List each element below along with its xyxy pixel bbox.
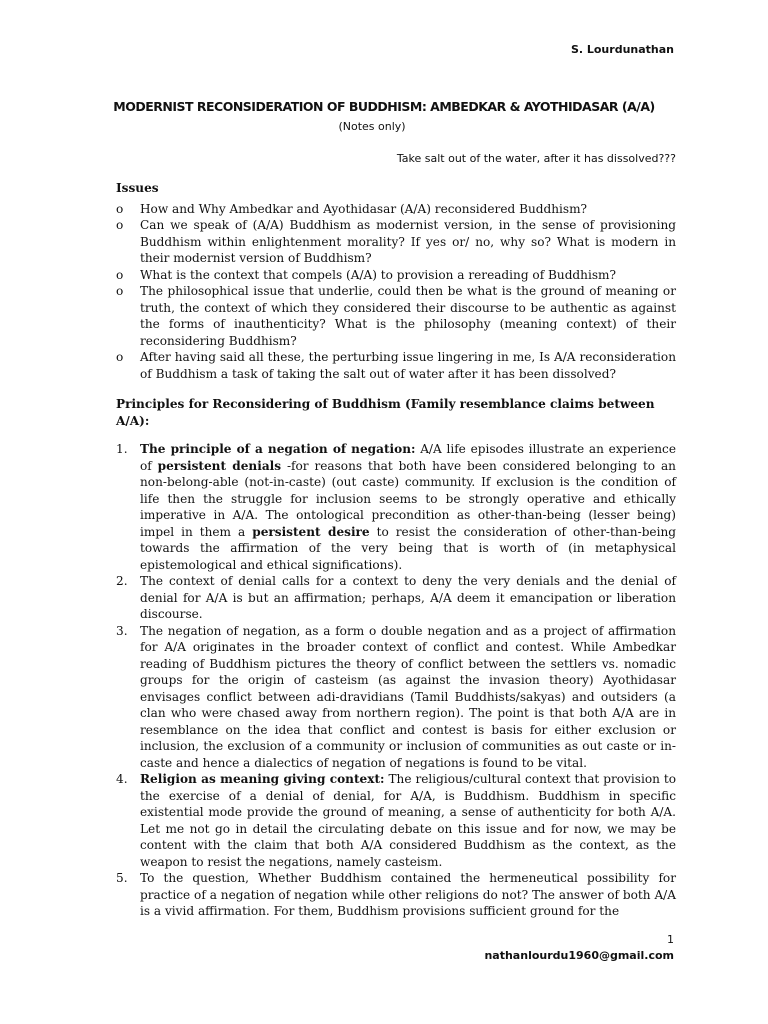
epigraph: Take salt out of the water, after it has dissolved??? xyxy=(396,152,676,165)
emphasis-text: persistent denials xyxy=(157,458,282,473)
bullet-marker: o xyxy=(116,267,124,282)
subtitle-text: (Notes only) xyxy=(338,120,406,133)
list-item xyxy=(116,771,676,870)
issue-text: After having said all these, the perturbing issue lingering in me, Is A/A reconsideration of Buddhism a task of taking the salt out of water after it has been dissolved? xyxy=(140,350,676,381)
principle-text: -for reasons that both have been considered belonging to an non-belong-able (not-in-caste) (out caste) community. If exclusion is the condition of life then the struggle for inclusion seems to be strongly operative and ethically imperative in A/A. The ontological precondition as other-than-being (lesser being) impel in them a xyxy=(140,458,676,539)
principle-text: The religious/cultural context that provision to the exercise of a denial of denial, for A/A, is Buddhism. Buddhism in specific existential mode provide the ground of meaning, a sense of authenticity for both A/A. Let me not go in detail the circulating debate on this issue and for now, we may be content with the claim that both A/A considered Buddhism as the context, as the weapon to resist the negations, namely casteism. xyxy=(140,772,677,869)
list-item xyxy=(116,201,676,218)
document-title: MODERNIST RECONSIDERATION OF BUDDHISM: AMBEDKAR & AYOTHIDASAR (A/A) xyxy=(113,99,655,114)
principle-title: The principle of a negation of negation: xyxy=(140,442,416,457)
list-item xyxy=(116,441,676,573)
item-number: 3. xyxy=(116,623,128,638)
list-item xyxy=(116,573,676,623)
item-number: 5. xyxy=(116,871,128,886)
bullet-marker: o xyxy=(116,350,124,364)
document-body xyxy=(116,180,676,920)
issue-text: Can we speak of (A/A) Buddhism as modernist version, in the sense of provisioning Buddhism within enlightenment morality? If yes or/ no, why so? What is modern in their modernist version of Buddhism? xyxy=(140,218,676,265)
principle-text: A/A life episodes illustrate an experience of xyxy=(140,442,676,473)
issues-heading: Issues xyxy=(116,181,159,195)
document-subtitle xyxy=(0,120,768,133)
principle-title: Religion as meaning giving context: xyxy=(140,772,385,787)
list-item xyxy=(116,349,676,382)
item-number: 1. xyxy=(116,442,128,457)
list-item xyxy=(116,283,676,349)
principles-heading: Principles for Reconsidering of Buddhism (Family resemblance claims between A/A): xyxy=(116,397,655,428)
list-item xyxy=(116,870,676,920)
list-item xyxy=(116,623,676,772)
bullet-marker: o xyxy=(116,218,124,232)
issue-text: How and Why Ambedkar and Ayothidasar (A/A) reconsidered Buddhism? xyxy=(140,201,588,216)
page-number: 1 xyxy=(667,933,674,946)
issue-text: The philosophical issue that underlie, could then be what is the ground of meaning or truth, the context of which they considered their discourse to be authentic as against the forms of inauthenticity? What is the philosophy (meaning context) of their reconsidering Buddhism? xyxy=(140,284,676,348)
list-item xyxy=(116,217,676,267)
principle-text: The context of denial calls for a context to deny the very denials and the denial of denial for A/A is but an affirmation; perhaps, A/A deem it emancipation or liberation discourse. xyxy=(140,574,676,622)
author-email: nathanlourdu1960@gmail.com xyxy=(484,949,674,962)
list-item xyxy=(116,267,676,284)
issue-text: What is the context that compels (A/A) to provision a rereading of Buddhism? xyxy=(140,267,616,282)
item-number: 4. xyxy=(116,772,128,787)
principle-text: to resist the consideration of other-than-being towards the affirmation of the very being that is worth of (in metaphysical epistemological and ethical significations). xyxy=(140,524,676,572)
principles-list xyxy=(116,441,676,920)
principle-text: To the question, Whether Buddhism contained the hermeneutical possibility for practice of a negation of negation while other religions do not? The answer of both A/A is a vivid affirmation. For them, Buddhism provisions sufficient ground for the xyxy=(140,871,676,919)
author-name: S. Lourdunathan xyxy=(570,43,674,56)
item-number: 2. xyxy=(116,574,128,589)
bullet-marker: o xyxy=(116,201,124,216)
emphasis-text: persistent desire xyxy=(252,524,370,539)
issues-list xyxy=(116,201,676,383)
bullet-marker: o xyxy=(116,284,124,298)
principle-text: The negation of negation, as a form o double negation and as a project of affirmation for A/A originates in the broader context of conflict and contest. While Ambedkar reading of Buddhism pictures the theory of conflict between the settlers vs. nomadic groups for the origin of casteism (as against the invasion theory) Ayothidasar envisages conflict between adi-dravidians (Tamil Buddhists/sakyas) and outsiders (a clan who were chased away from northern region). The point is that both A/A are in resemblance on the idea that conflict and contest is basis for either exclusion or inclusion, the exclusion of a community or inclusion of communities as out caste or in-caste and hence a dialectics of negation of negations is found to be vital. xyxy=(140,623,676,770)
